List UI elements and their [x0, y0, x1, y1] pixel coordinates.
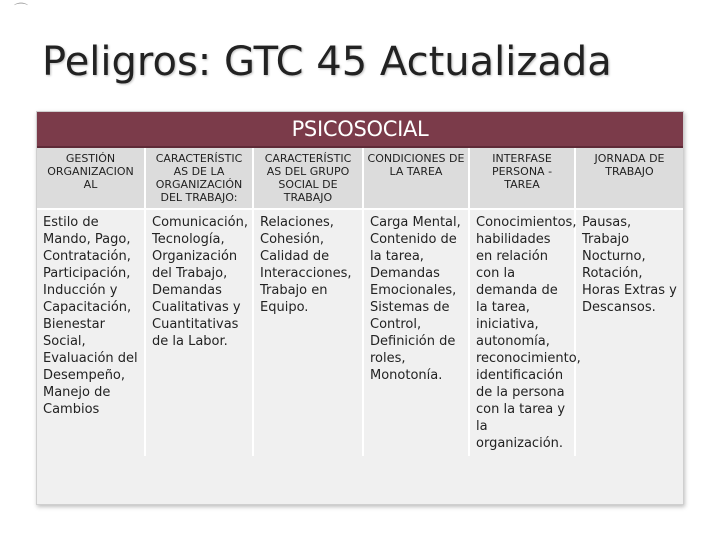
header-caracteristicas-grupo-social: CARACTERÍSTIC AS DEL GRUPO SOCIAL DE TRABAJO: [253, 148, 363, 209]
header-row: [37, 148, 683, 209]
header-jornada-trabajo: JORNADA DE TRABAJO: [575, 148, 683, 209]
header-condiciones-tarea: CONDICIONES DE LA TAREA: [363, 148, 469, 209]
slide-corner-icon: ⌒: [14, 3, 28, 19]
table-banner: PSICOSOCIAL: [37, 112, 683, 148]
header-interfase-persona-tarea: INTERFASE PERSONA - TAREA: [469, 148, 575, 209]
cell-caracteristicas-organizacion: Comunicación, Tecnología, Organización del Trabajo, Demandas Cualitativas y Cuantitativas de la Labor.: [145, 209, 253, 456]
hazard-grid: [37, 148, 683, 456]
header-caracteristicas-organizacion: CARACTERÍSTIC AS DE LA ORGANIZACIÓN DEL TRABAJO:: [145, 148, 253, 209]
cell-caracteristicas-grupo-social: Relaciones, Cohesión, Calidad de Interacciones, Trabajo en Equipo.: [253, 209, 363, 456]
slide-title: Peligros: GTC 45 Actualizada: [42, 39, 612, 85]
header-gestion-organizacional: GESTIÓN ORGANIZACION AL: [37, 148, 145, 209]
cell-interfase-persona-tarea: Conocimientos, habilidades en relación con la demanda de la tarea, iniciativa, autonomía, reconocimiento, identificación de la persona con la tarea y la organización.: [469, 209, 575, 456]
psicosocial-table: [36, 111, 684, 505]
cell-jornada-trabajo: Pausas, Trabajo Nocturno, Rotación, Horas Extras y Descansos.: [575, 209, 683, 456]
cell-condiciones-tarea: Carga Mental, Contenido de la tarea, Demandas Emocionales, Sistemas de Control, Definición de roles, Monotonía.: [363, 209, 469, 456]
table-row: [37, 209, 683, 456]
cell-gestion-organizacional: Estilo de Mando, Pago, Contratación, Participación, Inducción y Capacitación, Bienestar Social, Evaluación del Desempeño, Manejo de Cambios: [37, 209, 145, 456]
